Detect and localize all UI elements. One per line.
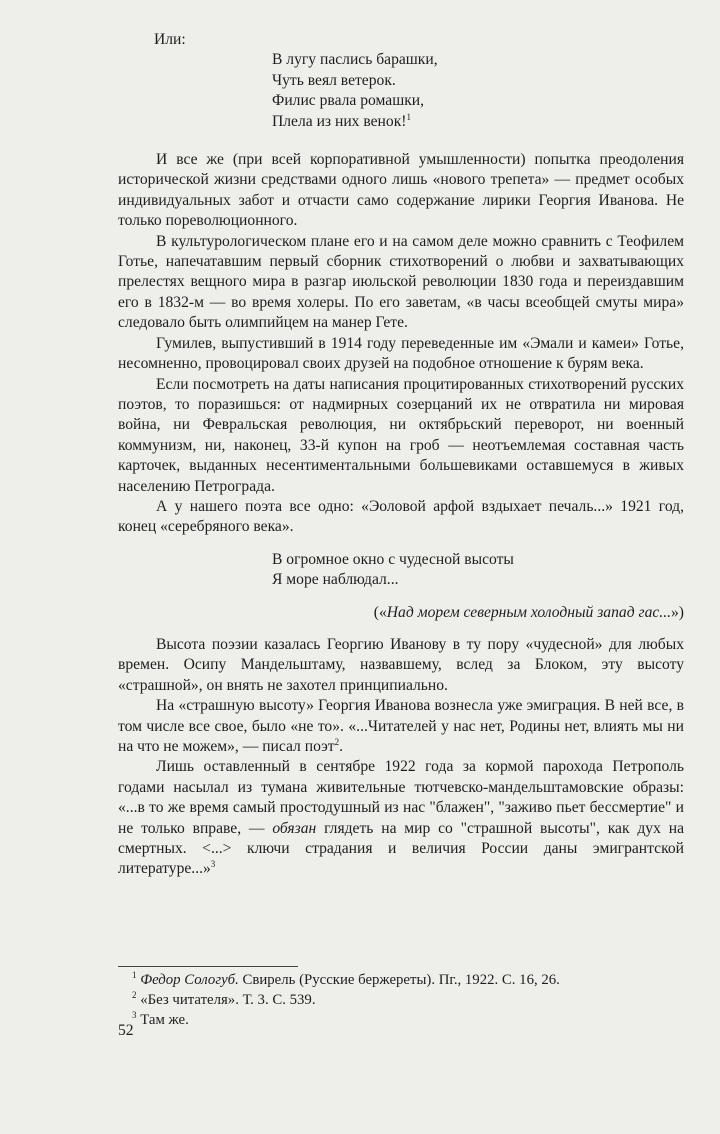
footnote-text: Там же. [140,1012,189,1028]
poem-line: Чуть веял ветерок. [272,71,396,89]
paragraph: В культурологическом плане его и на самом деле можно сравнить с Теофилем Готье, напечатавшим первый сборник стихотворений о любви и захватывающих прелестях вещного мира в разгар июльской революции 1830 года и переиздавшим его в 1832-м — во время холеры. По его заветам, «в часы всеобщей смуты мира» следовало быть олимпийцем на манер Гете. [118,232,684,332]
spacer [118,591,684,603]
footnote-divider [118,966,298,967]
poem-title: Над морем северным холодный запад гас... [386,603,671,621]
paragraph: А у нашего поэта все одно: «Эоловой арфой вздыхает печаль...» 1921 год, конец «серебряного века». [118,497,684,536]
main-text [118,30,684,880]
poem-2 [272,550,684,591]
footnote-author: Федор Сологуб. [140,972,239,988]
paragraph: На «страшную высоту» Георгия Иванова вознесла уже эмиграция. В ней все, в том числе все свое, было «не то». «...Читателей у нас нет, Родины нет, влиять мы ни на что не можем», — писал поэт$^2$. [118,697,684,755]
spacer [118,538,684,550]
footnote-number: 2 [132,990,137,1001]
footnote [132,990,692,1010]
paragraph: Если посмотреть на даты написания процитированных стихотворений русских поэтов, то поразишься: от надмирных созерцаний их не отвратила ни мировая война, ни Февральская революция, ни октябрьский переворот, ни военный коммунизм, ни, наконец, 33-й купон на гроб — неотъемлемая составная часть карточек, выданных несентиментальными большевиками оставшемуся в живых населению Петрограда. [118,375,684,495]
paragraph: Лишь оставленный в сентябре 1922 года за кормой парохода Петрополь годами насылал из тумана живительные тютчевско-мандельштамовские образы: «...в то же время самый простодушный из нас "блажен", "заживо пьет бессмертие" и не только вправе, — обязан глядеть на мир со "страшной высоты", как дух на смертных. <...> ключи страдания и величия России даны эмигрантской литературе...»$^3$ [118,758,684,878]
footnote [132,1010,692,1030]
poem-line: В лугу паслись барашки, [272,51,438,69]
footnotes [132,970,692,1030]
poem-line [272,112,684,132]
footnote-text: Свирель (Русские бержереты). Пг., 1922. С. 16, 26. [238,972,560,988]
footnote-text: «Без читателя». Т. 3. С. 539. [140,992,316,1008]
poem-line: Филис рвала ромашки, [272,92,425,110]
footnote-number: 3 [132,1010,137,1021]
poem-line: Я море наблюдал... [272,571,399,589]
spacer [118,132,684,150]
footnote-ref: 3 [210,859,216,870]
footnote [132,970,692,990]
paragraph: И все же (при всей корпоративной умышленности) попытка преодоления исторической жизни средствами одного лишь «нового трепета» — предмет особых индивидуальных забот и отчасти само содержание лирики Георгия Иванова. Не только пореволюционного. [118,151,684,230]
footnote-number: 1 [132,970,137,981]
poem-citation: («Над морем северным холодный запад гас...») [373,603,684,621]
paragraph: Гумилев, выпустивший в 1914 году переведенные им «Эмали и камеи» Готье, несомненно, провоцировал своих друзей на подобное отношение к бурям века. [118,334,684,373]
page-number: 52 [118,1022,134,1039]
footnote-ref: 2 [334,736,340,747]
intro-label: Или: [154,31,186,48]
footnote-ref: 1 [406,111,411,122]
spacer [118,623,684,635]
paragraph: Высота поэзии казалась Георгию Иванову в ту пору «чудесной» для любых времен. Осипу Мандельштаму, назвавшему, вслед за Блоком, эту высоту «страшной», он внять не захотел принципиально. [118,635,684,694]
poem-line: В огромное окно с чудесной высоты [272,550,514,568]
poem-line-text: Плела из них венок! [272,112,407,130]
poem-1 [272,50,684,132]
